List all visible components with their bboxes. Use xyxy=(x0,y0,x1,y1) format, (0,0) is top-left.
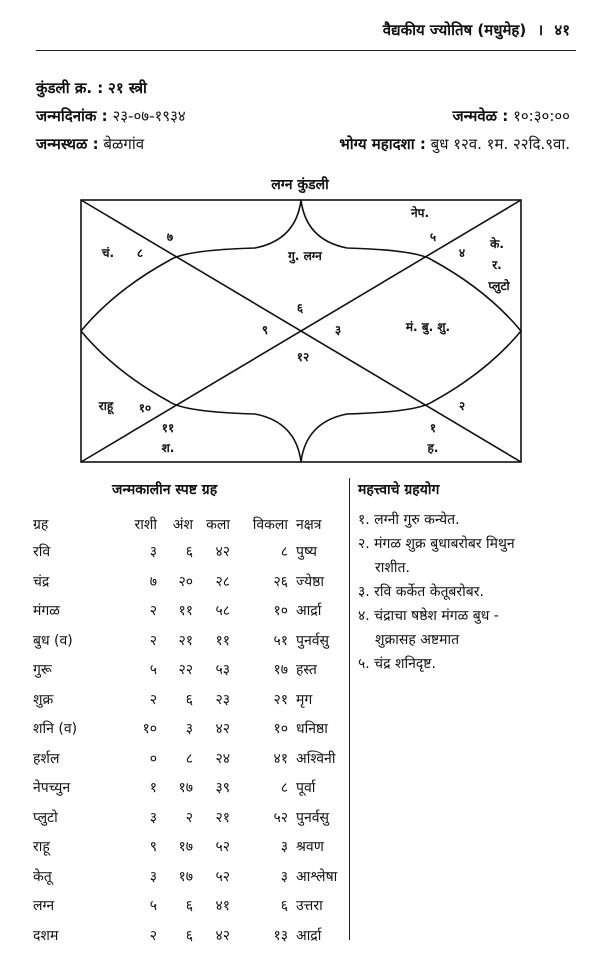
cell-rashi: ३ xyxy=(149,809,157,826)
cell-kala: २३ xyxy=(215,691,230,708)
cell-kala: ४२ xyxy=(215,544,230,561)
curve-right-lower xyxy=(432,331,521,402)
cell-rashi: १ xyxy=(149,780,157,797)
table-row xyxy=(33,921,337,951)
cell-ansh: २१ xyxy=(178,632,193,649)
cell-rashi: २ xyxy=(149,691,157,708)
col-header-kala: कला xyxy=(206,517,230,533)
table-row xyxy=(33,567,337,597)
table-row xyxy=(33,803,337,833)
cell-graha: शनि (व) xyxy=(33,721,78,738)
cell-graha: मंगळ xyxy=(33,603,60,620)
yog-item: ३. रवि कर्केत केतूबरोबर. xyxy=(358,584,484,600)
cell-rashi: ३ xyxy=(149,868,157,885)
cell-graha: गुरू xyxy=(33,662,52,679)
cell-vikala: ५१ xyxy=(273,632,288,649)
curve-left-upper xyxy=(81,260,170,331)
birth-time: जन्मवेळ : १०:३०:०० xyxy=(452,107,570,125)
house3-planet-pluto: प्लुटो xyxy=(488,279,510,293)
col-header-rashi: राशी xyxy=(134,517,157,533)
page-number: ४१ xyxy=(554,21,570,39)
house9-sign: १० xyxy=(138,401,152,415)
cell-ansh: ६ xyxy=(185,898,193,915)
cell-rashi: ७ xyxy=(149,573,157,590)
house3-sign: ४ xyxy=(458,246,466,260)
table-row xyxy=(33,891,337,921)
house11-sign: ८ xyxy=(136,246,144,260)
curve-left-lower xyxy=(81,331,170,402)
yog-item: १. लग्नी गुरु कन्येत. xyxy=(358,512,460,528)
header-title: वैद्यकीय ज्योतिष (मधुमेह) xyxy=(382,21,527,39)
cell-nakshatra: आश्लेषा xyxy=(296,868,338,885)
cell-kala: ३९ xyxy=(215,780,230,797)
table-header-row xyxy=(33,512,337,537)
cell-graha: प्लुटो xyxy=(33,809,58,826)
table-row xyxy=(33,596,337,626)
cell-nakshatra: आर्द्रा xyxy=(296,927,322,944)
cell-kala: ११ xyxy=(215,632,230,649)
planet-positions-table xyxy=(33,512,337,950)
cell-nakshatra: पुनर्वसु xyxy=(296,809,329,826)
col-header-ansh: अंश xyxy=(172,517,193,533)
cell-vikala: १० xyxy=(273,721,288,738)
cell-graha: रवि xyxy=(33,544,51,561)
table-row xyxy=(33,832,337,862)
table-row xyxy=(33,537,337,567)
cell-kala: ५३ xyxy=(215,662,230,679)
cell-ansh: २ xyxy=(185,809,193,826)
cell-nakshatra: उत्तरा xyxy=(296,898,323,915)
birth-place: जन्मस्थळ : बेळगांव xyxy=(36,135,145,153)
yog-item-continuation: राशीत. xyxy=(375,560,410,576)
house8-sign: ११ xyxy=(161,421,175,435)
cell-vikala: ६ xyxy=(280,898,288,915)
cell-graha: केतू xyxy=(33,868,52,885)
col-header-vikala: विकला xyxy=(252,517,288,533)
house10-sign: ९ xyxy=(261,323,269,337)
column-divider xyxy=(349,478,350,940)
cell-graha: चंद्र xyxy=(33,573,50,590)
cell-ansh: १७ xyxy=(178,780,193,797)
house11-planets: चं. xyxy=(101,246,115,260)
cell-rashi: ५ xyxy=(149,662,157,679)
yog-item: ५. चंद्र शनिदृष्ट. xyxy=(358,656,436,672)
bhogya-mahadasha: भोग्य महादशा : बुध १२व. १म. २२दि.९वा. xyxy=(339,135,570,153)
cell-vikala: ५२ xyxy=(273,809,288,826)
house1-sign: ६ xyxy=(296,301,304,315)
yog-item: २. मंगळ शुक्र बुधाबरोबर मिथुन xyxy=(358,536,515,552)
cell-nakshatra: आर्द्रा xyxy=(296,603,322,620)
cell-vikala: ८ xyxy=(280,780,288,797)
house8-planets: श. xyxy=(161,441,175,455)
cell-ansh: २० xyxy=(178,573,193,590)
cell-ansh: ८ xyxy=(185,750,193,767)
cell-rashi: ५ xyxy=(149,898,157,915)
yog-item: ४. चंद्राचा षष्ठेश मंगळ बुध - xyxy=(358,608,499,624)
table-row xyxy=(33,744,337,774)
cell-rashi: १० xyxy=(142,721,157,738)
cell-graha: राहू xyxy=(33,839,50,856)
cell-nakshatra: मृग xyxy=(296,691,313,708)
cell-vikala: २१ xyxy=(273,691,288,708)
house3-planet-ravi: र. xyxy=(492,258,502,272)
house1-planets: गु. लग्न xyxy=(288,249,322,263)
cell-vikala: १० xyxy=(273,603,288,620)
yog-list xyxy=(358,508,583,676)
cell-nakshatra: पुनर्वसु xyxy=(296,632,329,649)
cell-nakshatra: अश्विनी xyxy=(296,750,336,767)
col-header-graha: ग्रह xyxy=(33,517,49,533)
cell-ansh: ३ xyxy=(185,721,193,738)
cell-ansh: १७ xyxy=(178,839,193,856)
house7-sign: १२ xyxy=(296,350,310,364)
cell-kala: ५२ xyxy=(215,839,230,856)
table-row xyxy=(33,655,337,685)
house4-sign: ३ xyxy=(334,323,342,337)
curve-bottom-right xyxy=(301,402,432,462)
cell-kala: ४२ xyxy=(215,927,230,944)
house12-sign: ७ xyxy=(166,230,174,244)
house2-planets: नेप. xyxy=(410,206,430,220)
cell-ansh: ६ xyxy=(185,927,193,944)
cell-rashi: ३ xyxy=(149,544,157,561)
kundali-number: कुंडली क्र. : २१ स्त्री xyxy=(36,79,147,97)
cell-nakshatra: पुष्य xyxy=(296,544,318,561)
house5-sign: २ xyxy=(458,399,466,413)
cell-vikala: ८ xyxy=(280,544,288,561)
cell-rashi: २ xyxy=(149,927,157,944)
chart-title: लग्न कुंडली xyxy=(271,177,329,193)
cell-ansh: १७ xyxy=(178,868,193,885)
yog-title: महत्त्वाचे ग्रहयोग xyxy=(358,482,440,498)
cell-kala: ४२ xyxy=(215,721,230,738)
table-row xyxy=(33,685,337,715)
cell-vikala: २६ xyxy=(273,573,288,590)
table-row xyxy=(33,714,337,744)
house2-sign: ५ xyxy=(429,230,437,244)
house3-planet-ketu: के. xyxy=(490,237,504,251)
table-row xyxy=(33,626,337,656)
cell-kala: २८ xyxy=(215,573,230,590)
cell-kala: ५२ xyxy=(215,868,230,885)
cell-nakshatra: हस्त xyxy=(296,662,317,679)
cell-nakshatra: श्रवण xyxy=(296,839,324,856)
cell-vikala: १७ xyxy=(273,662,288,679)
curve-top-left xyxy=(170,200,301,260)
cell-graha: बुध (व) xyxy=(33,632,73,649)
cell-nakshatra: धनिष्ठा xyxy=(296,721,328,738)
cell-rashi: ० xyxy=(149,750,157,767)
cell-rashi: २ xyxy=(149,632,157,649)
cell-graha: नेपच्युन xyxy=(33,780,71,797)
house4-planets: मं. बु. शु. xyxy=(405,320,451,334)
cell-kala: २१ xyxy=(215,809,230,826)
col-header-nakshatra: नक्षत्र xyxy=(296,517,322,533)
cell-ansh: ११ xyxy=(178,603,193,620)
cell-graha: शुक्र xyxy=(33,691,54,708)
cell-graha: लग्न xyxy=(33,898,55,915)
cell-graha: हर्शल xyxy=(33,750,60,767)
cell-nakshatra: ज्येष्ठा xyxy=(296,573,324,590)
cell-vikala: ४१ xyxy=(273,750,288,767)
cell-graha: दशम xyxy=(33,927,59,944)
house6-planets: ह. xyxy=(427,441,439,455)
house9-planets: राहू xyxy=(98,399,114,413)
house6-sign: १ xyxy=(429,421,437,435)
cell-vikala: १३ xyxy=(273,927,288,944)
table-row xyxy=(33,773,337,803)
spasht-grah-title: जन्मकालीन स्पष्ट ग्रह xyxy=(112,482,218,498)
curve-bottom-left xyxy=(170,402,301,462)
cell-rashi: २ xyxy=(149,603,157,620)
cell-ansh: ६ xyxy=(185,544,193,561)
cell-vikala: ३ xyxy=(280,868,288,885)
cell-vikala: ३ xyxy=(280,839,288,856)
header-separator: । xyxy=(537,21,544,39)
cell-kala: २४ xyxy=(215,750,230,767)
yog-item-continuation: शुक्रासह अष्टमात xyxy=(375,632,460,648)
cell-kala: ५८ xyxy=(215,603,230,620)
cell-ansh: ६ xyxy=(185,691,193,708)
birth-date: जन्मदिनांक : २३-०७-१९३४ xyxy=(36,107,186,125)
cell-nakshatra: पूर्वा xyxy=(296,780,316,797)
cell-ansh: २२ xyxy=(178,662,193,679)
cell-rashi: ९ xyxy=(149,839,157,856)
table-row xyxy=(33,862,337,892)
cell-kala: ४१ xyxy=(215,898,230,915)
